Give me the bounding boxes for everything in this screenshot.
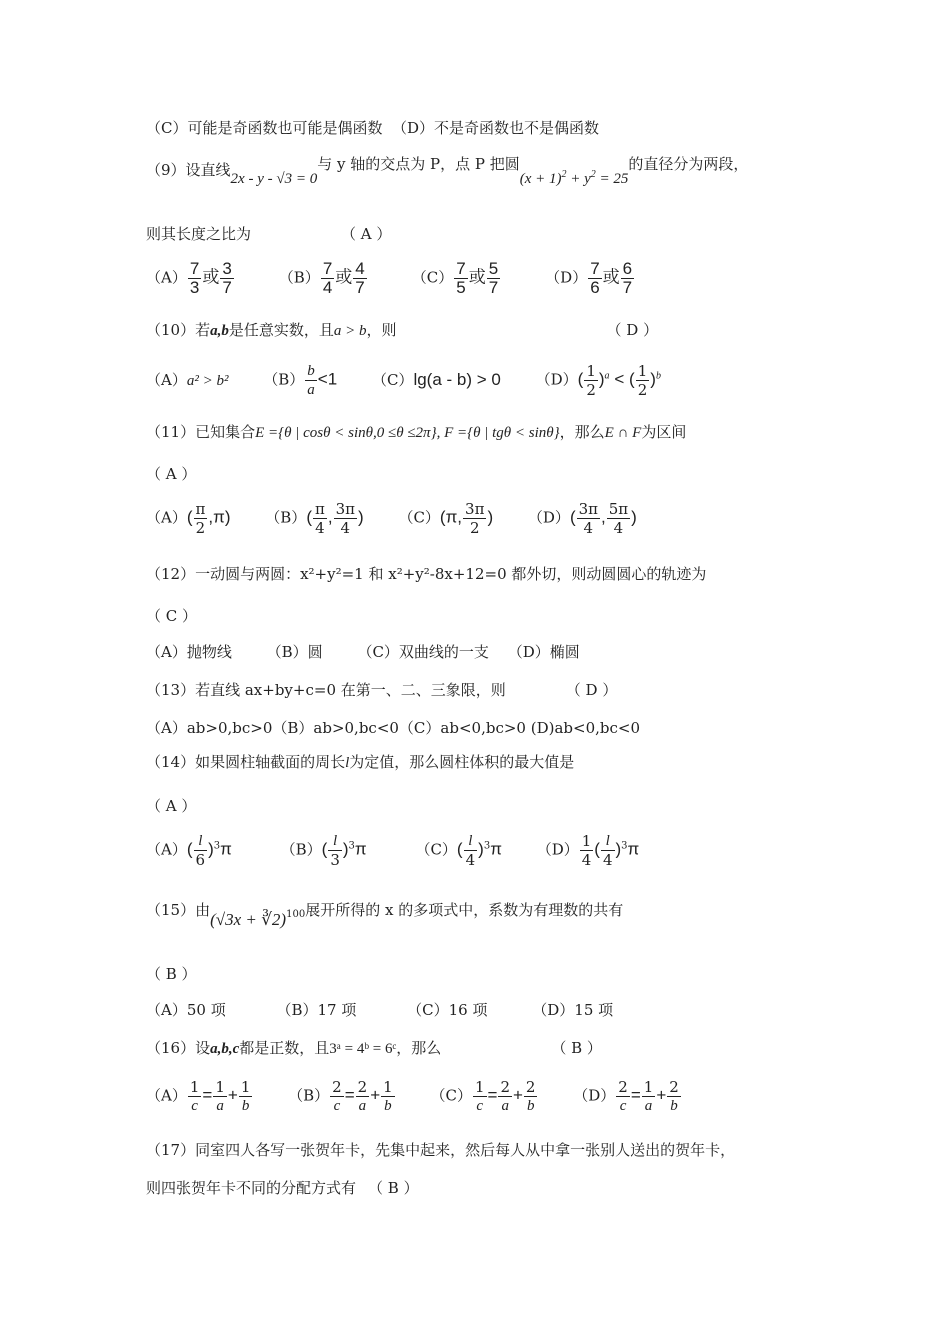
- q16-option-c: （C） $\frac{1}{c}$ = $\frac{2}{a}$ + $\frac{2}{b}$: [430, 1078, 536, 1114]
- q10-condition: a > b: [333, 323, 367, 339]
- q10-c-expr: lg(a - b) > 0: [413, 369, 501, 389]
- q12-option-c: （C）双曲线的一支: [357, 643, 489, 661]
- q11-c-label: （C）: [398, 508, 440, 527]
- q8-option-d: （D）不是奇函数也不是偶函数: [392, 119, 600, 137]
- q14-suffix: 为定值，那么圆柱体积的最大值是: [349, 753, 575, 771]
- q14-answer: （ A ）: [146, 797, 197, 815]
- q17-line2: [146, 1176, 419, 1200]
- q9-option-d: [545, 260, 635, 297]
- q14-option-b: （B）( $\frac{l}{3}$ )$^3$π: [280, 833, 367, 869]
- q13-options-text: （A）ab>0,bc>0（B）ab>0,bc<0（C）ab<0,bc>0 (D)ab<0,bc<0: [146, 719, 640, 737]
- q14-a-label: （A）: [146, 840, 187, 859]
- q9-fraction-2: $\frac{5}{7}$: [488, 259, 499, 297]
- q9-circle-part-c: = 25: [599, 171, 629, 187]
- q8-option-c: （C）可能是奇函数也可能是偶函数: [146, 119, 383, 137]
- q11-prefix: （11）已知集合: [146, 423, 256, 441]
- q9-or: 或: [202, 267, 220, 287]
- q17-text-2: 则四张贺年卡不同的分配方式有: [146, 1179, 357, 1197]
- q11-stem: [146, 420, 686, 445]
- q9-line2-text: 则其长度之比为: [146, 225, 252, 243]
- q16-stem: [146, 1036, 602, 1061]
- q14-stem: [146, 750, 574, 775]
- q11-option-c: （C）(π, $\frac{3\pi}{2}$ ): [398, 500, 494, 537]
- q14-options: [146, 832, 669, 869]
- q16-answer: （ B ）: [551, 1039, 602, 1057]
- q15-exponent: 100: [286, 909, 306, 920]
- q12-stem: [146, 562, 706, 586]
- q9-options: [146, 260, 679, 297]
- q9-option-b: [279, 260, 368, 297]
- q9-suffix: 的直径分为两段，: [628, 155, 749, 173]
- q9-middle: 与 y 轴的交点为 P，点 P 把圆: [317, 155, 520, 173]
- q16-option-a: （A） $\frac{1}{c}$ = $\frac{1}{a}$ + $\frac{1}{b}$: [146, 1078, 251, 1114]
- q16-options: [146, 1078, 712, 1115]
- q14-c-label: （C）: [415, 840, 457, 859]
- q9-circle-equation: $(x + 1)^2 + y^2 = 25$: [519, 169, 629, 187]
- q8-options: [146, 116, 599, 140]
- q16-suffix: ，那么: [396, 1039, 442, 1057]
- q10-a-label: （A）: [146, 370, 187, 389]
- q15-option-d: （D）15 项: [532, 1001, 614, 1019]
- q9-fraction-1: $\frac{7}{5}$: [456, 259, 466, 297]
- q11-sets: E ={θ | cosθ < sinθ,0 ≤θ ≤2π}, F ={θ | tgθ < sinθ}: [255, 425, 560, 441]
- q9-fraction-2: $\frac{3}{7}$: [222, 259, 232, 297]
- q10-options: [146, 362, 691, 399]
- q17-line1: [146, 1138, 735, 1162]
- q9-option-label: （D）: [545, 268, 588, 287]
- q11-options: [146, 500, 667, 537]
- q9-prefix: （9）设直线: [146, 161, 231, 179]
- q13-stem: [146, 678, 617, 702]
- q11-middle: ，那么: [559, 423, 605, 441]
- q15-option-b: （B）17 项: [276, 1001, 357, 1019]
- q12-answer: （ C ）: [146, 607, 198, 625]
- q9-or: 或: [335, 267, 353, 287]
- q9-circle-part-b: + y: [570, 171, 591, 187]
- q16-vars: a,b,c: [210, 1041, 240, 1057]
- q15-answer-line: [146, 962, 197, 986]
- q11-d-label: （D）: [527, 508, 570, 527]
- q14-answer-line: [146, 794, 196, 818]
- q14-option-a: （A）( $\frac{l}{6}$ )$^3$π: [146, 833, 232, 869]
- q10-c-label: （C）: [371, 370, 414, 389]
- q11-a-label: （A）: [146, 508, 187, 527]
- q9-fraction-1: $\frac{7}{4}$: [322, 259, 333, 297]
- q10-d-label: （D）: [535, 370, 578, 389]
- q11-option-d: （D）( $\frac{3\pi}{4}$ , $\frac{5\pi}{4}$ ): [527, 500, 637, 537]
- q10-option-c: [372, 368, 501, 392]
- q15-expression: (√3x + ∛2): [210, 910, 287, 929]
- q10-option-b: （B） $\frac{b}{a}$ <1: [263, 363, 338, 398]
- q14-option-d: （D） $\frac{1}{4}$ ( $\frac{l}{4}$ )$^3$π: [536, 832, 640, 869]
- q9-fraction-2: $\frac{4}{7}$: [355, 259, 365, 297]
- q9-circle-part-a: (x + 1): [519, 171, 562, 187]
- q14-prefix: （14）如果圆柱轴截面的周长: [146, 753, 346, 771]
- q11-b-label: （B）: [265, 508, 307, 527]
- q15-stem: [146, 898, 624, 929]
- q9-answer: （ A ）: [341, 225, 392, 243]
- q16-b-label: （B）: [288, 1086, 330, 1105]
- q9-option-label: （C）: [411, 268, 454, 287]
- q15-answer: （ B ）: [146, 965, 197, 983]
- q17-text-1: （17）同室四人各写一张贺年卡，先集中起来，然后每人从中拿一张别人送出的贺年卡，: [146, 1141, 736, 1159]
- q16-a-label: （A）: [146, 1086, 187, 1105]
- q16-option-d: （D） $\frac{2}{c}$ = $\frac{1}{a}$ + $\frac{2}{b}$: [573, 1078, 679, 1114]
- q10-answer: （ D ）: [606, 321, 659, 339]
- q10-vars: a,b: [210, 323, 229, 339]
- q9-stem: [146, 155, 749, 187]
- q11-answer: （ A ）: [146, 465, 197, 483]
- q12-options: [146, 640, 610, 664]
- q16-prefix: （16）设: [146, 1039, 211, 1057]
- q11-suffix: 为区间: [641, 423, 687, 441]
- q10-option-a: [146, 368, 228, 393]
- q9-fraction-2: $\frac{6}{7}$: [622, 259, 633, 297]
- q10-suffix: ，则: [366, 321, 397, 339]
- q13-options: [146, 716, 640, 740]
- q15-option-c: （C）16 项: [407, 1001, 488, 1019]
- q15-prefix: （15）由: [146, 901, 211, 919]
- q16-c-label: （C）: [430, 1086, 472, 1105]
- q9-fraction-1: $\frac{7}{3}$: [189, 259, 200, 297]
- q16-middle: 都是正数，且: [239, 1039, 330, 1057]
- q10-middle: 是任意实数，且: [228, 321, 334, 339]
- q15-option-a: （A）50 项: [146, 1001, 226, 1019]
- q11-answer-line: [146, 462, 196, 486]
- q11-intersection: E ∩ F: [604, 425, 642, 441]
- q16-option-b: （B） $\frac{2}{c}$ = $\frac{2}{a}$ + $\frac{1}{b}$: [288, 1078, 393, 1114]
- q9-option-label: （B）: [278, 268, 320, 287]
- q9-option-label: （A）: [146, 268, 187, 287]
- q10-prefix: （10）若: [146, 321, 211, 339]
- q9-or: 或: [468, 267, 486, 287]
- q9-option-a: [146, 260, 235, 297]
- q9-option-c: [412, 260, 501, 297]
- q14-d-label: （D）: [536, 840, 579, 859]
- q10-b-frac: $\frac{b}{a}$: [307, 363, 315, 398]
- q16-equation: 3ᵃ = 4ᵇ = 6ᶜ: [329, 1041, 397, 1057]
- q10-a-expr: a² > b²: [186, 372, 229, 389]
- q12-option-a: （A）抛物线: [146, 643, 232, 661]
- q13-answer: （ D ）: [565, 681, 618, 699]
- q9-line2: [146, 222, 391, 246]
- q12-answer-line: [146, 604, 197, 628]
- q13-text: （13）若直线 ax+by+c=0 在第一、二、三象限，则: [146, 681, 506, 699]
- q14-b-label: （B）: [280, 840, 322, 859]
- q15-suffix: 展开所得的 x 的多项式中，系数为有理数的共有: [305, 901, 624, 919]
- q14-var: l: [345, 755, 350, 771]
- q10-b-label: （B）: [263, 370, 305, 389]
- q11-option-a: （A）( $\frac{\pi}{2}$ ,π): [146, 500, 231, 537]
- q12-option-d: （D）椭圆: [507, 643, 580, 661]
- q12-option-b: （B）圆: [266, 643, 323, 661]
- q12-text: （12）一动圆与两圆：x²+y²=1 和 x²+y²-8x+12=0 都外切，则动圆圆心的轨迹为: [146, 565, 707, 583]
- q9-line-equation: 2x - y - √3 = 0: [230, 171, 318, 187]
- q14-option-c: （C）( $\frac{l}{4}$ )$^3$π: [415, 833, 502, 869]
- q11-option-b: （B）( $\frac{\pi}{4}$ , $\frac{3\pi}{4}$ ): [265, 500, 364, 537]
- q10-option-d: （D）( $\frac{1}{2}$ )$^a$ < ( $\frac{1}{2}$ )$^b$: [535, 362, 661, 399]
- q9-or: 或: [602, 267, 620, 287]
- q9-fraction-1: $\frac{7}{6}$: [590, 259, 600, 297]
- q16-d-label: （D）: [573, 1086, 616, 1105]
- q15-options: [146, 998, 643, 1022]
- q17-answer: （ B ）: [368, 1179, 419, 1197]
- q10-stem: [146, 318, 658, 343]
